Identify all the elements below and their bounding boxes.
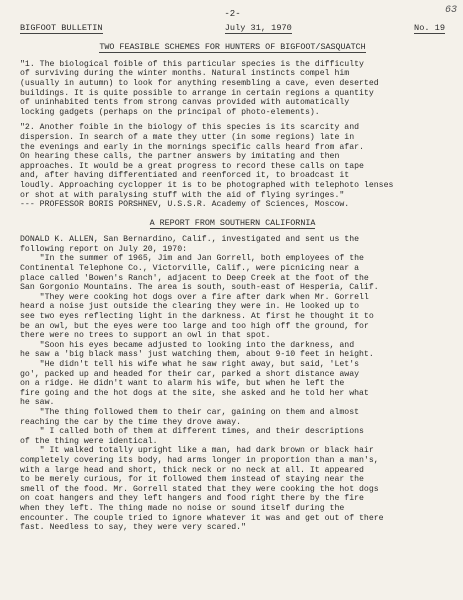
scheme-paragraph-1: "1. The biological foible of this particular species is the difficulty of surviving during the winter months. Natural instincts compel him (usually in autumn) to look for anything resembling a cave, even deserted buildings. It is quite possible to arrange in certain regions a quantity of uninhabited tents from strong canvas provided with automatically locking gadgets (perhaps on the principal of photo-elements).	[20, 59, 379, 117]
bulletin-title: BIGFOOT BULLETIN	[20, 22, 103, 33]
handwritten-page-mark: 63	[444, 5, 457, 16]
bulletin-date: July 31, 1970	[224, 22, 292, 33]
report-body: DONALD K. ALLEN, San Bernardino, Calif., investigated and sent us the following report on July 20, 1970: "In the summer of 1965, Jim and Jan Gorrell, both employees of the Continental Telephone Co., Victorville, Calif., were picnicing near a place called 'Bowen's Ranch', adjacent to Deep Creek at the foot of the San Gorgonio Mountains. The area is south, south-east of Hesperia, Calif. "They were cooking hot dogs over a fire after dark when Mr. Gorrell heard a noise just outside the clearing they were in. He looked up to see two eyes reflecting light in the darkness. At first he thought it to be an owl, but the eyes were too large and too high off the ground, for there were no trees to support an owl in that spot. "Soon his eyes became adjusted to looking into the darkness, and he saw a 'big black mass' just watching them, about 9-10 feet in height. "He didn't tell his wife what he saw right away, but said, 'Let's go', packed up and headed for their car, parked a short distance away on a ridge. He didn't want to alarm his wife, but when he left the fire going and the hot dogs at the site, she asked and he told her what he saw. "The thing followed them to their car, gaining on them and almost reaching the car by the time they drove away. " I called both of them at different times, and their descriptions of the thing were identical. " It walked totally upright like a man, had dark brown or black hair completely covering its body, had arms longer in proportion than a man's, with a large head and short, thick neck or no neck at all. It appeared to be merely curious, for it followed them instead of staying near the smell of the food. Mr. Gorrell stated that they were cooking the hot dogs on coat hangers and they left hangers and food right there by the fire when they left. The thing made no noise or sound itself during the encounter. The couple tried to ignore whatever it was and get out of there fast. Needless to say, they were very scared."	[20, 235, 384, 533]
section-title-schemes: TWO FEASIBLE SCHEMES FOR HUNTERS OF BIGFOOT/SASQUATCH	[99, 42, 366, 53]
bulletin-issue: No. 19	[414, 22, 445, 33]
bulletin-header	[20, 24, 445, 35]
scheme-paragraph-2: "2. Another foible in the biology of this species is its scarcity and dispersion. In search of a mate they utter (in some regions) late in the evenings and early in the mornings specific calls heard from afar. On hearing these calls, the partner answers by imitating and then approaches. It would be a great progress to record these calls on tape and, after having differentiated and reenforced it, to broadcast it loudly. Approaching cyclopper it is to be photographed with telephoto lenses or shot at with paralysing stuff with the aid of flying syringes." --- PROFESSOR BORIS PORSHNEV, U.S.S.R. Academy of Sciences, Moscow.	[20, 123, 394, 210]
section-title-report: A REPORT FROM SOUTHERN CALIFORNIA	[149, 217, 316, 228]
page-number: -2-	[224, 9, 241, 19]
